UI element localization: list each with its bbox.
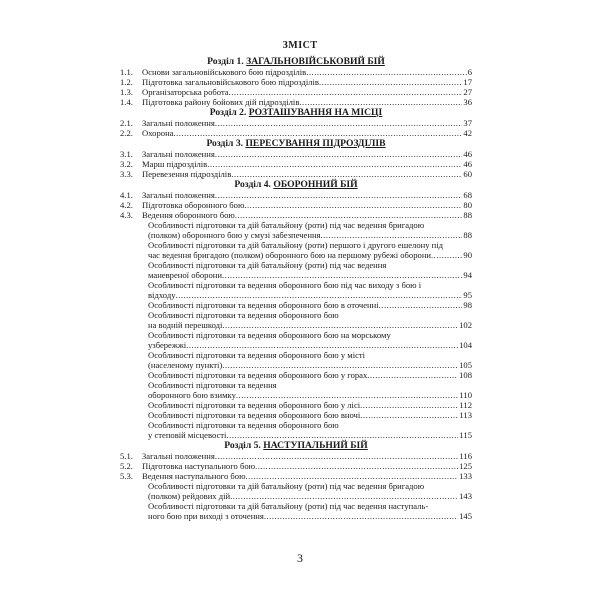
toc-entry-number: 1.4. [120,97,133,107]
toc-entry-body [142,220,472,240]
toc-entry-text: Особливості підготовки та ведення оборонного бою в оточенні [148,300,379,310]
toc-entry-text: Ведення наступального бою [142,471,246,481]
toc-entry-number: 1.2. [120,77,133,87]
dot-leader [360,410,458,420]
toc-entry-text-line: Особливості підготовки та ведення оборонного бою у місті [148,350,366,360]
toc-entry-number: 2.2. [120,128,133,138]
toc-entry-body [142,260,472,280]
toc-entry-number: 4.1. [120,190,133,200]
dot-leader [360,400,458,410]
toc-entry-number: 5.3. [120,471,133,481]
toc-entry-text: Особливості підготовки та ведення оборонного бою у лісі [148,400,361,410]
toc-entry-text: Підготовка оборонного бою [142,200,245,210]
toc-entry-body [142,128,472,138]
toc-entry-body [142,451,472,461]
toc-entry-number [120,380,142,400]
toc-entry-text: Загальні положення [142,149,215,159]
section-heading-name: РОЗТАШУВАННЯ НА МІСЦІ [248,107,383,118]
toc-entry-body [142,350,472,370]
toc-entry[interactable] [120,169,472,179]
toc-entry-body [142,97,472,107]
toc-entry-number [120,410,142,420]
toc-entry-body [142,410,472,420]
section-heading-prefix: Розділ 4. [234,179,271,190]
table-of-contents [120,56,472,521]
dot-leader [246,471,459,481]
section-heading-name: ОБОРОННИЙ БІЙ [273,179,358,190]
toc-entry-text: Охорона [142,128,174,138]
section-heading-prefix: Розділ 5. [224,440,261,451]
toc-entry[interactable] [120,471,472,481]
dot-leader [255,461,458,471]
toc-entry[interactable] [120,77,472,87]
toc-entry-text: Перевезення підрозділів [142,169,232,179]
toc-entry-text: (населеному пункті) [148,360,223,370]
toc-entry-number [120,280,142,300]
toc-entry-body [142,370,472,380]
toc-entry-number [120,300,142,310]
toc-entry-number [120,501,142,521]
dot-leader [230,491,458,501]
toc-entry-page: 125 [459,461,472,471]
page-number: 3 [297,551,303,565]
toc-entry-page: 68 [463,190,472,200]
section-heading-prefix: Розділ 3. [206,138,244,149]
toc-entry[interactable] [120,420,472,440]
toc-entry[interactable] [120,67,472,77]
toc-entry-text: (полком) оборонного бою у смузі забезпечення [148,230,321,240]
dot-leader [264,511,458,521]
toc-entry-page: 46 [463,159,472,169]
toc-entry-page: 27 [463,87,472,97]
toc-entry-text: Підготовка загальновійськового бою підрозділів [142,77,319,87]
toc-entry-body [142,481,472,501]
toc-entry-text: у степовій місцевості [148,430,227,440]
toc-entry[interactable] [120,128,472,138]
toc-entry[interactable] [120,190,472,200]
toc-entry-page: 108 [459,370,472,380]
dot-leader [215,118,463,128]
toc-entry[interactable] [120,260,472,280]
toc-entry-page: 42 [463,128,472,138]
toc-entry-number [120,310,142,330]
dot-leader [236,390,459,400]
toc-entry-text: Загальні положення [142,451,215,461]
dot-leader [319,77,462,87]
dot-leader [226,430,458,440]
toc-entry-number [120,260,142,280]
dot-leader [321,230,463,240]
toc-entry-text-line: Особливості підготовки та дій батальйону (роти) під час ведення наступаль- [148,501,429,511]
dot-leader [207,159,462,169]
toc-entry-page: 112 [459,400,472,410]
dot-leader [299,97,462,107]
toc-entry[interactable] [120,481,472,501]
toc-entry-text-line: Особливості підготовки та ведення оборонного бою на морському [148,330,391,340]
toc-entry-text: Марш підрозділів [142,159,208,169]
toc-entry-number: 4.2. [120,200,133,210]
dot-leader [379,300,463,310]
toc-entry-page: 95 [463,290,472,300]
toc-entry-text-line: Особливості підготовки та дій батальйону (роти) під час ведення бригадою [148,220,425,230]
toc-entry-number: 3.2. [120,159,133,169]
toc-entry-body [142,240,472,260]
toc-entry-page: 60 [463,169,472,179]
toc-entry-text: Підготовка наступального бою [142,461,256,471]
dot-leader [306,67,466,77]
section-heading [120,138,472,149]
toc-entry-text: (полком) рейдових дій [148,491,231,501]
toc-entry-text: Особливості підготовки та ведення оборонного бою у горах [148,370,368,380]
toc-entry[interactable] [120,159,472,169]
toc-entry-number: 5.1. [120,451,133,461]
toc-entry[interactable] [120,220,472,240]
toc-entry-page: 116 [459,451,472,461]
toc-entry-page: 104 [459,340,472,350]
toc-entry-number [120,400,142,410]
section-heading-name: ЗАГАЛЬНОВІЙСЬКОВИЙ БІЙ [246,56,385,67]
toc-entry-number [120,420,142,440]
toc-entry-number: 5.2. [120,461,133,471]
toc-entry-text: маневреної оборони [148,270,222,280]
toc-entry-page: 17 [463,77,472,87]
toc-entry-number [120,220,142,240]
toc-entry[interactable] [120,400,472,410]
toc-entry-text-line: Особливості підготовки та ведення [148,380,277,390]
toc-entry-page: 88 [463,230,472,240]
dot-leader [229,87,463,97]
toc-entry-page: 110 [459,390,472,400]
toc-entry-number [120,370,142,380]
toc-entry-body [142,87,472,97]
dot-leader [215,451,459,461]
toc-entry-text: Загальні положення [142,190,215,200]
toc-entry[interactable] [120,149,472,159]
toc-entry-text: Організаторська робота [142,87,229,97]
toc-entry-body [142,200,472,210]
toc-entry-text: ного бою при виході з оточення [148,511,264,521]
toc-entry-body [142,400,472,410]
toc-entry-body [142,159,472,169]
toc-entry-page: 46 [463,149,472,159]
toc-entry-number [120,481,142,501]
toc-entry-body [142,118,472,128]
toc-entry-page: 90 [463,250,472,260]
dot-leader [215,149,463,159]
toc-entry[interactable] [120,410,472,420]
toc-entry-body [142,330,472,350]
toc-entry-page: 94 [463,270,472,280]
toc-entry[interactable] [120,200,472,210]
toc-entry-text-line: Особливості підготовки та ведення оборонного бою [148,420,339,430]
toc-entry-page: 36 [463,97,472,107]
toc-entry-page: 98 [463,300,472,310]
toc-entry-page: 105 [459,360,472,370]
page-title: ЗМІСТ [282,40,318,51]
section-heading [120,440,472,451]
toc-entry-text: відходу [148,290,176,300]
toc-entry-body [142,190,472,200]
dot-leader [215,190,463,200]
toc-entry[interactable] [120,501,472,521]
dot-leader [231,169,462,179]
toc-entry-text: Загальні положення [142,118,215,128]
section-heading [120,56,472,67]
toc-entry-page: 6 [467,67,472,77]
toc-entry-text-line: Особливості підготовки та дій батальйону (роти) під час ведення бригадою [148,481,425,491]
toc-entry-text: Основи загальновійськового бою підрозділів [142,67,307,77]
dot-leader [431,250,462,260]
toc-entry-text-line: Особливості підготовки та ведення оборонного бою [148,310,339,320]
toc-entry-body [142,300,472,310]
dot-leader [176,290,463,300]
toc-entry-body [142,471,472,481]
toc-entry-page: 80 [463,200,472,210]
toc-entry[interactable] [120,240,472,260]
toc-entry-body [142,461,472,471]
dot-leader [235,210,463,220]
toc-entry-page: 37 [463,118,472,128]
toc-entry-page: 115 [459,430,472,440]
toc-entry[interactable] [120,87,472,97]
toc-entry[interactable] [120,300,472,310]
toc-entry[interactable] [120,350,472,370]
toc-entry[interactable] [120,118,472,128]
toc-entry-text-line: Особливості підготовки та ведення оборонного бою під час виходу з бою і [148,280,422,290]
toc-entry-text: Ведення оборонного бою [142,210,235,220]
toc-entry-text-line: Особливості підготовки та дій батальйону (роти) першого і другого ешелону під [148,240,444,250]
toc-entry-text: оборонного бою взимку [148,390,236,400]
toc-entry[interactable] [120,461,472,471]
toc-entry-number [120,330,142,350]
toc-entry[interactable] [120,97,472,107]
toc-entry-text: на водній перешкоді [148,320,223,330]
dot-leader [186,340,458,350]
toc-entry[interactable] [120,310,472,330]
toc-entry-body [142,280,472,300]
toc-entry-number: 3.3. [120,169,133,179]
toc-entry-page: 102 [459,320,472,330]
toc-entry-number: 1.1. [120,67,133,77]
toc-entry[interactable] [120,380,472,400]
toc-entry-body [142,420,472,440]
section-heading-name: ПЕРЕСУВАННЯ ПІДРОЗДІЛІВ [245,138,386,149]
toc-entry-body [142,169,472,179]
toc-entry-page: 88 [463,210,472,220]
dot-leader [173,128,462,138]
toc-entry-body [142,210,472,220]
section-heading-prefix: Розділ 2. [209,107,247,118]
toc-entry[interactable] [120,330,472,350]
dot-leader [367,370,458,380]
section-heading-prefix: Розділ 1. [207,56,244,67]
toc-entry[interactable] [120,210,472,220]
toc-entry-body [142,149,472,159]
toc-entry-body [142,501,472,521]
toc-entry-number [120,350,142,370]
toc-entry-number: 2.1. [120,118,133,128]
toc-entry-body [142,380,472,400]
section-heading [120,179,472,190]
toc-entry-body [142,67,472,77]
toc-entry-number: 3.1. [120,149,133,159]
toc-entry[interactable] [120,370,472,380]
dot-leader [244,200,462,210]
toc-entry-page: 143 [459,491,472,501]
toc-entry-text: узбережжі [148,340,187,350]
toc-entry-page: 145 [459,511,472,521]
toc-entry-number: 4.3. [120,210,133,220]
toc-entry-number [120,240,142,260]
dot-leader [222,270,462,280]
dot-leader [222,360,458,370]
toc-entry-body [142,77,472,87]
section-heading-name: НАСТУПАЛЬНИЙ БІЙ [263,440,368,451]
toc-entry[interactable] [120,280,472,300]
section-heading [120,107,472,118]
toc-entry-text: Підготовка району бойових дій підрозділів [142,97,300,107]
toc-entry-page: 113 [459,410,472,420]
toc-entry-page: 133 [459,471,472,481]
dot-leader [222,320,458,330]
toc-entry-text: час ведення бригадою (полком) оборонного бою на першому рубежі оборони [148,250,432,260]
toc-entry[interactable] [120,451,472,461]
toc-entry-body [142,310,472,330]
toc-entry-text-line: Особливості підготовки та дій батальйону (роти) під час ведення [148,260,387,270]
toc-entry-text: Особливості підготовки та ведення оборонного бою вночі [148,410,361,420]
toc-entry-number: 1.3. [120,87,133,97]
